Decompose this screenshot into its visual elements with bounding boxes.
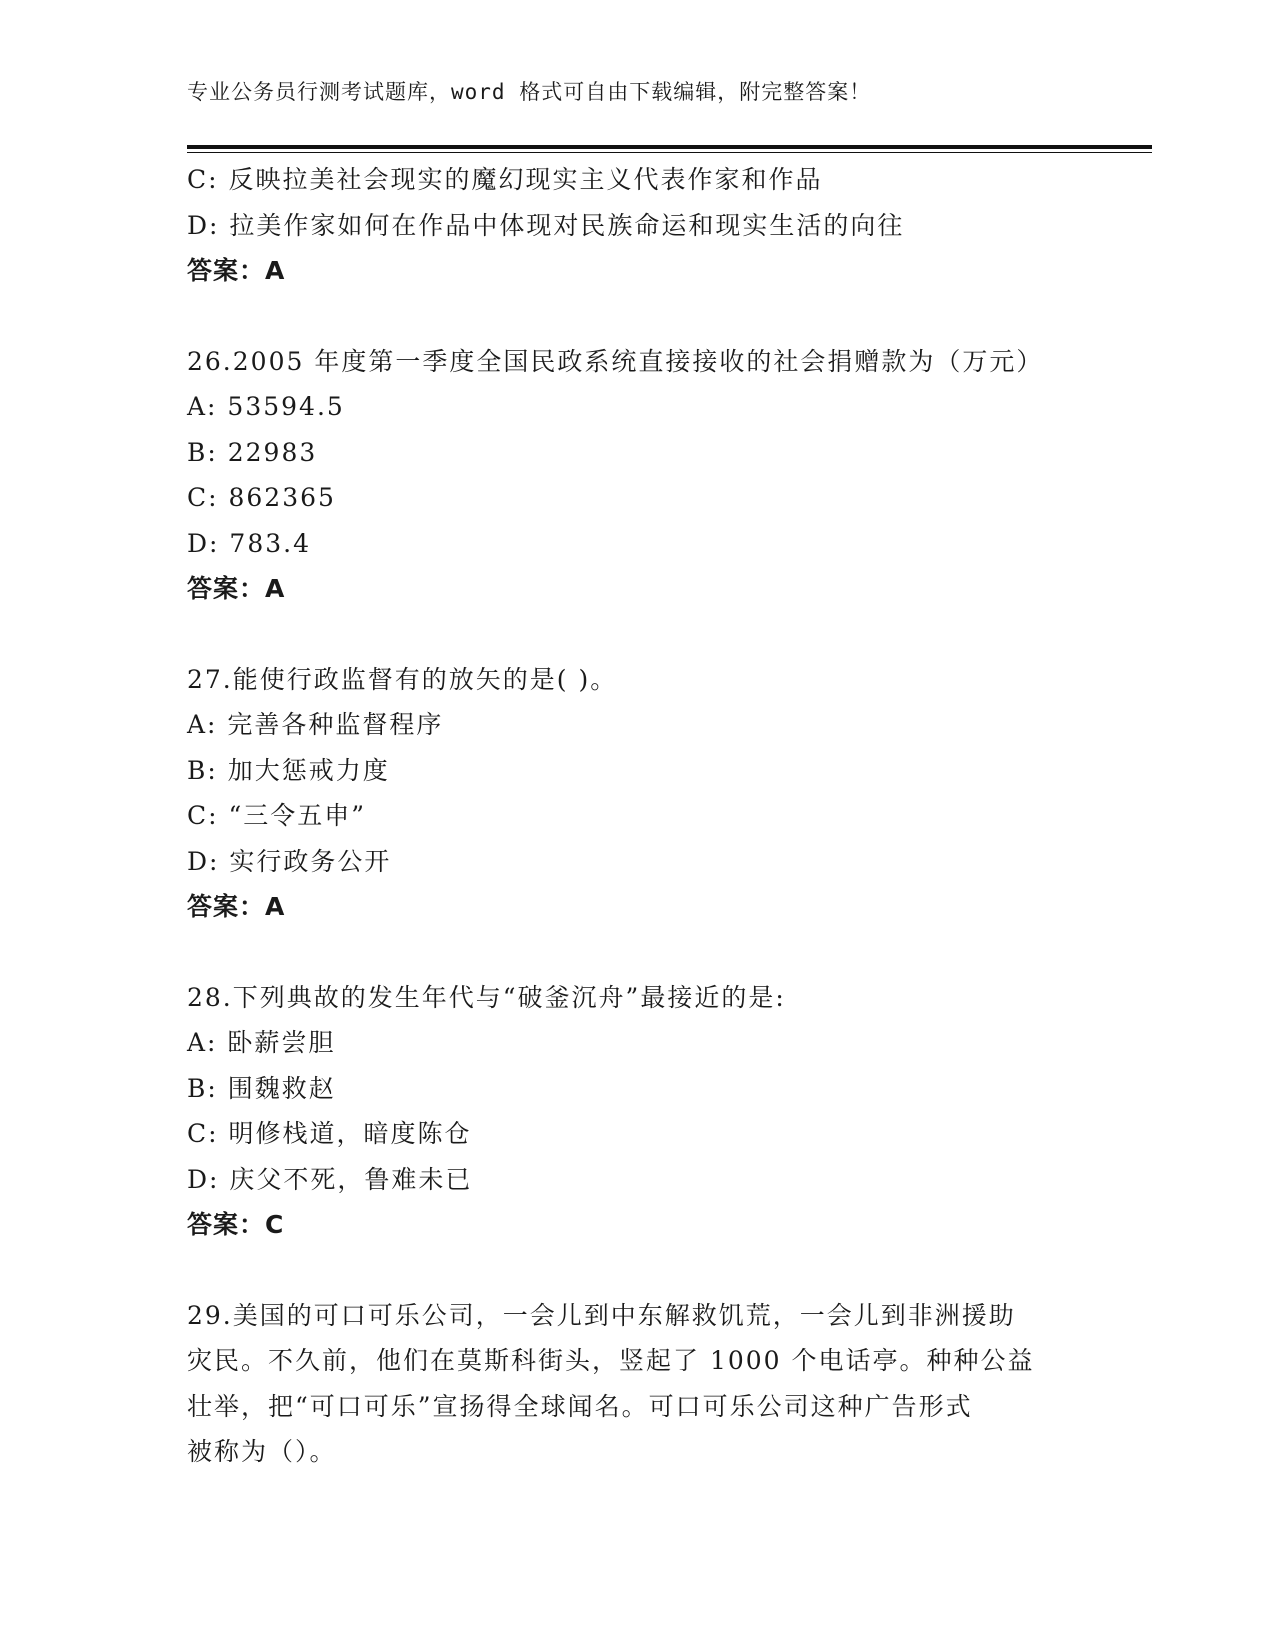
answer-line: 答案：C	[187, 1210, 285, 1239]
header-rule-thin	[187, 152, 1152, 153]
answer-line: 答案：A	[187, 892, 286, 921]
option-d: D: 庆父不死，鲁难未已	[187, 1164, 473, 1194]
document-body	[187, 157, 1087, 1475]
question-26	[187, 339, 1087, 612]
answer-line: 答案：A	[187, 256, 286, 285]
page-header: 专业公务员行测考试题库，word 格式可自由下载编辑，附完整答案！	[187, 80, 872, 104]
option-a: A: 卧薪尝胆	[187, 1028, 336, 1057]
option-d: D: 实行政务公开	[187, 846, 392, 876]
question-stem-line: 被称为（）。	[187, 1437, 337, 1466]
header-rule-thick	[187, 145, 1152, 149]
option-b: B: 加大惩戒力度	[187, 755, 390, 785]
option-c: C: 明修栈道，暗度陈仓	[187, 1119, 472, 1148]
option-a: A: 完善各种监督程序	[187, 710, 444, 739]
option-b: B: 围魏救赵	[187, 1073, 336, 1103]
option-c: C: 862365	[187, 483, 336, 512]
question-25-tail	[187, 157, 1087, 294]
option-b: B: 22983	[187, 437, 318, 467]
question-stem: 28.下列典故的发生年代与“破釜沉舟”最接近的是:	[187, 982, 786, 1012]
question-stem: 26.2005 年度第一季度全国民政系统直接接收的社会捐赠款为（万元）	[187, 346, 1044, 376]
question-stem-line: 壮举，把“可口可乐”宣扬得全球闻名。可口可乐公司这种广告形式	[187, 1391, 973, 1421]
question-29	[187, 1293, 1087, 1475]
option-d: D: 783.4	[187, 528, 311, 558]
option-c: C: “三令五申”	[187, 801, 367, 830]
question-stem: 27.能使行政监督有的放矢的是( )。	[187, 664, 618, 694]
answer-line: 答案：A	[187, 574, 286, 603]
question-stem-line: 29.美国的可口可乐公司，一会儿到中东解救饥荒，一会儿到非洲援助	[187, 1300, 1016, 1330]
question-28	[187, 975, 1087, 1248]
question-stem-line: 灾民。不久前，他们在莫斯科街头，竖起了 1000 个电话亭。种种公益	[187, 1346, 1035, 1375]
option-d: D: 拉美作家如何在作品中体现对民族命运和现实生活的向往	[187, 210, 905, 240]
option-a: A: 53594.5	[187, 392, 345, 421]
option-c: C: 反映拉美社会现实的魔幻现实主义代表作家和作品	[187, 165, 823, 194]
question-27	[187, 657, 1087, 930]
